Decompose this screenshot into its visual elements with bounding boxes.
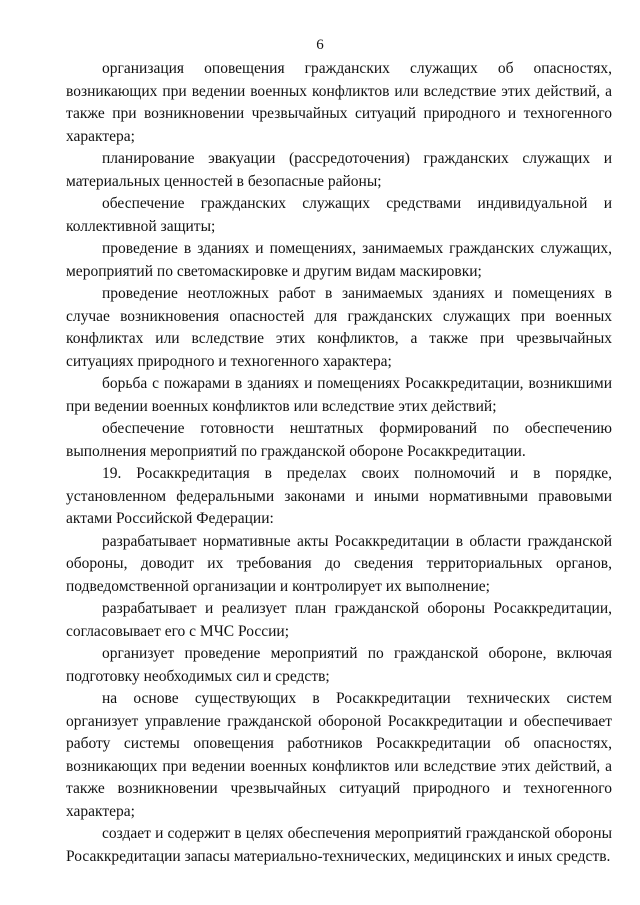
- paragraph-2: планирование эвакуации (рассредоточения) гражданских служащих и материальных ценностей в безопасные районы;: [66, 150, 612, 190]
- paragraph-7: обеспечение готовности нештатных формирований по обеспечению выполнения мероприятий по гражданской обороне Росаккредитации.: [66, 420, 612, 460]
- paragraph-9: разрабатывает нормативные акты Росаккредитации в области гражданской обороны, доводит их требования до сведения территориальных органов, подведомственной организации и контролирует их выполнение;: [66, 532, 612, 595]
- paragraph-13: создает и содержит в целях обеспечения мероприятий гражданской обороны Росаккредитации запасы материально-технических, медицинских и иных средств.: [66, 825, 612, 865]
- paragraph-8-clause-19: 19. Росаккредитация в пределах своих полномочий и в порядке, установленном федеральными законами и иными нормативными правовыми актами Российской Федерации:: [66, 465, 612, 527]
- document-body: [66, 58, 612, 868]
- paragraph-4: проведение в зданиях и помещениях, занимаемых гражданских служащих, мероприятий по светомаскировке и другим видам маскировки;: [66, 240, 612, 280]
- paragraph-6: борьба с пожарами в зданиях и помещениях Росаккредитации, возникшими при ведении военных конфликтов или вследствие этих действий;: [66, 375, 612, 415]
- page-number: 6: [316, 37, 324, 53]
- paragraph-1: организация оповещения гражданских служащих об опасностях, возникающих при ведении военных конфликтов или вследствие этих действий, а также при возникновении чрезвычайных ситуаций природного и техногенного характера;: [66, 60, 612, 145]
- paragraph-10: разрабатывает и реализует план гражданской обороны Росаккредитации, согласовывает его с МЧС России;: [66, 600, 612, 640]
- paragraph-12: на основе существующих в Росаккредитации технических систем организует управление гражданской обороной Росаккредитации и обеспечивает работу системы оповещения работников Росаккредитации об опасностях, возникающих при ведении военных конфликтов или вследствие этих действий, а также возникновении чрезвычайных ситуаций природного и техногенного характера;: [66, 690, 612, 820]
- paragraph-3: обеспечение гражданских служащих средствами индивидуальной и коллективной защиты;: [66, 195, 612, 235]
- paragraph-11: организует проведение мероприятий по гражданской обороне, включая подготовку необходимых сил и средств;: [66, 645, 612, 685]
- paragraph-5: проведение неотложных работ в занимаемых зданиях и помещениях в случае возникновения опасностей для гражданских служащих при военных конфликтах или вследствие этих конфликтов, а также при чрезвычайных ситуациях природного и техногенного характера;: [66, 285, 612, 370]
